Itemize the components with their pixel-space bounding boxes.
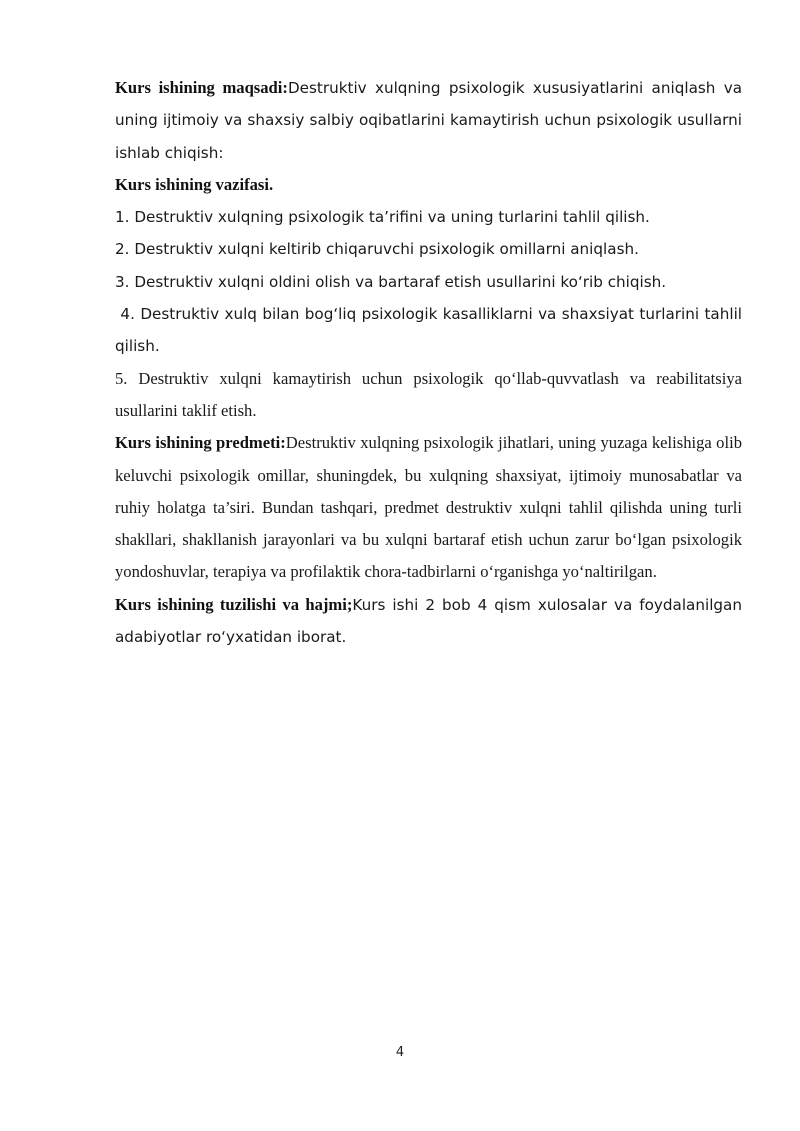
vazifa-item-4: 4. Destruktiv xulq bilan bog‘liq psixologik kasalliklarni va shaxsiyat turlarini tahlil qilish. [115,305,747,356]
page-number: 4 [395,1045,405,1060]
vazifa-heading: Kurs ishining vazifasi. [115,174,274,194]
maqsad-heading: Kurs ishining maqsadi: [115,78,288,97]
vazifa-item-5: 5. Destruktiv xulqni kamaytirish uchun psixologik qo‘llab-quvvatlash va reabilitatsiya usullarini taklif etish. [115,368,742,420]
predmet-text: Destruktiv xulqning psixologik jihatlari, uning yuzaga kelishiga olib keluvchi psixologik omillar, shuningdek, bu xulqning shaxsiyat, ijtimoiy munosabatlar va ruhiy holatga ta’siri. Bundan tashqari, predmet destruktiv xulqni tahlil qilishda uning turli shakllari, shakllanish jarayonlari va bu xulqni bartaraf etish uchun zarur bo‘lgan psixologik yondoshuvlar, terapiya va profilaktik chora-tadbirlarni o‘rganishga yo‘naltirilgan. [115,433,742,582]
tuzilish-text: Kurs ishi 2 bob 4 qism xulosalar va foydalanilgan adabiyotlar ro‘yxatidan iborat. [115,595,742,647]
vazifa-item-3: 3. Destruktiv xulqni oldini olish va bartaraf etish usullarini ko‘rib chiqish. [115,272,667,291]
vazifa-item-2: 2. Destruktiv xulqni keltirib chiqaruvchi psixologik omillarni aniqlash. [115,240,639,259]
tuzilish-heading: Kurs ishining tuzilishi va hajmi; [115,594,353,614]
vazifa-item-1: 1. Destruktiv xulqning psixologik ta’rifini va uning turlarini tahlil qilish. [115,208,650,227]
tuzilish-paragraph [115,589,742,654]
document-page [115,72,747,653]
maqsad-text: Destruktiv xulqning psixologik xususiyatlarini aniqlash va uning ijtimoiy va shaxsiy salbiy oqibatlarini kamaytirish uchun psixologik usullarni ishlab chiqish: [115,79,742,162]
maqsad-paragraph [115,72,742,169]
predmet-paragraph [115,427,742,588]
predmet-heading: Kurs ishining predmeti: [115,433,286,453]
